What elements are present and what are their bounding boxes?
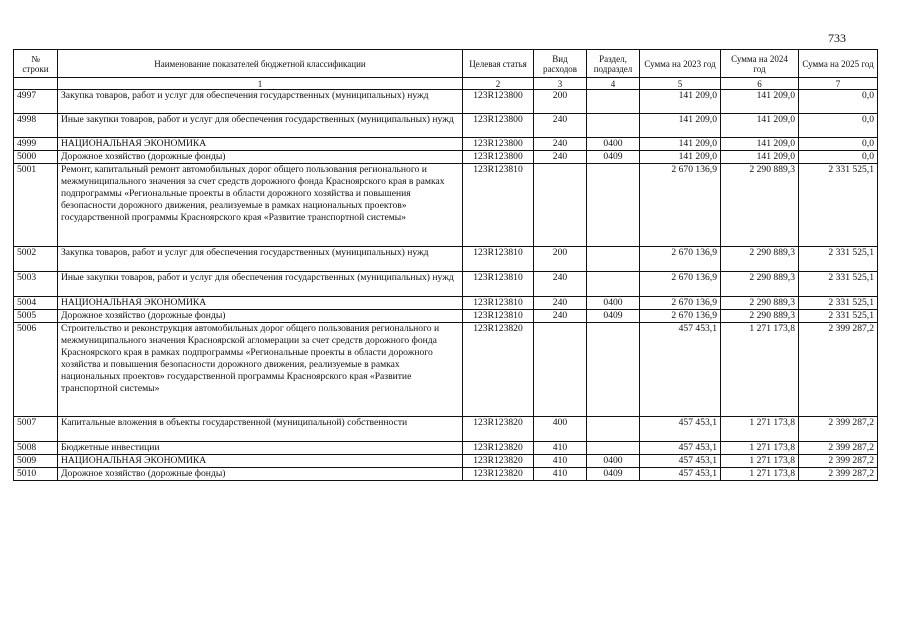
section-code	[587, 114, 640, 138]
sum-2024: 2 290 889,3	[721, 297, 799, 310]
expense-type: 240	[534, 272, 587, 297]
sum-2024: 2 290 889,3	[721, 164, 799, 247]
expense-type: 240	[534, 138, 587, 151]
target-article: 123R123810	[463, 297, 534, 310]
column-number: 3	[534, 78, 587, 90]
budget-table	[13, 49, 878, 481]
target-article: 123R123810	[463, 247, 534, 272]
sum-2025: 2 399 287,2	[799, 442, 878, 455]
table-row	[14, 310, 878, 323]
expense-type	[534, 323, 587, 417]
target-article: 123R123800	[463, 90, 534, 114]
column-number: 2	[463, 78, 534, 90]
target-article: 123R123800	[463, 151, 534, 164]
section-code: 0400	[587, 455, 640, 468]
table-row	[14, 442, 878, 455]
indicator-name: Иные закупки товаров, работ и услуг для обеспечения государственных (муниципальных) нужд	[58, 272, 463, 297]
indicator-name: Ремонт, капитальный ремонт автомобильных дорог общего пользования регионального и межмуниципального значения за счет средств дорожного фонда Красноярского края в рамках подпрограммы «Региональные проекты в области дорожного хозяйства и повышения безопасности дорожного движения, реализуемые в рамках национальных проектов» государственной программы Красноярского края «Развитие транспортной системы»	[58, 164, 463, 247]
indicator-name: Иные закупки товаров, работ и услуг для обеспечения государственных (муниципальных) нужд	[58, 114, 463, 138]
row-number: 5005	[14, 310, 58, 323]
row-number: 4997	[14, 90, 58, 114]
indicator-name: Дорожное хозяйство (дорожные фонды)	[58, 468, 463, 481]
indicator-name: Закупка товаров, работ и услуг для обеспечения государственных (муниципальных) нужд	[58, 247, 463, 272]
row-number: 5000	[14, 151, 58, 164]
sum-2023: 141 209,0	[640, 90, 721, 114]
row-number: 5006	[14, 323, 58, 417]
indicator-name: НАЦИОНАЛЬНАЯ ЭКОНОМИКА	[58, 138, 463, 151]
target-article: 123R123800	[463, 138, 534, 151]
column-number: 7	[799, 78, 878, 90]
column-number	[14, 78, 58, 90]
sum-2025: 2 331 525,1	[799, 272, 878, 297]
sum-2024: 141 209,0	[721, 90, 799, 114]
expense-type: 240	[534, 114, 587, 138]
table-row	[14, 455, 878, 468]
target-article: 123R123810	[463, 310, 534, 323]
section-code	[587, 417, 640, 442]
header-target-article: Целевая статья	[463, 50, 534, 78]
indicator-name: Строительство и реконструкция автомобильных дорог общего пользования регионального и межмуниципального значения Красноярской агломерации за счет средств дорожного фонда Красноярского края в рамках подпрограммы «Региональные проекты в области дорожного хозяйства и повышения безопасности дорожного движения, реализуемые в рамках национальных проектов» государственной программы Красноярского края «Развитие транспортной системы»	[58, 323, 463, 417]
sum-2023: 2 670 136,9	[640, 247, 721, 272]
column-number: 4	[587, 78, 640, 90]
row-number: 5001	[14, 164, 58, 247]
header-indicator-name: Наименование показателей бюджетной классификации	[58, 50, 463, 78]
target-article: 123R123820	[463, 455, 534, 468]
section-code	[587, 247, 640, 272]
sum-2024: 141 209,0	[721, 138, 799, 151]
column-number-row	[14, 78, 878, 90]
sum-2024: 2 290 889,3	[721, 247, 799, 272]
row-number: 5003	[14, 272, 58, 297]
target-article: 123R123820	[463, 417, 534, 442]
expense-type: 240	[534, 151, 587, 164]
column-number: 6	[721, 78, 799, 90]
sum-2025: 2 399 287,2	[799, 455, 878, 468]
table-row	[14, 90, 878, 114]
section-code: 0409	[587, 468, 640, 481]
expense-type: 410	[534, 455, 587, 468]
section-code: 0400	[587, 138, 640, 151]
section-code	[587, 164, 640, 247]
indicator-name: Капитальные вложения в объекты государственной (муниципальной) собственности	[58, 417, 463, 442]
section-code	[587, 323, 640, 417]
sum-2023: 457 453,1	[640, 323, 721, 417]
expense-type: 410	[534, 468, 587, 481]
target-article: 123R123810	[463, 164, 534, 247]
sum-2024: 1 271 173,8	[721, 468, 799, 481]
column-number: 5	[640, 78, 721, 90]
section-code	[587, 442, 640, 455]
target-article: 123R123820	[463, 468, 534, 481]
sum-2025: 0,0	[799, 138, 878, 151]
expense-type: 200	[534, 247, 587, 272]
sum-2023: 457 453,1	[640, 468, 721, 481]
sum-2024: 1 271 173,8	[721, 455, 799, 468]
table-row	[14, 468, 878, 481]
column-number: 1	[58, 78, 463, 90]
expense-type	[534, 164, 587, 247]
sum-2023: 2 670 136,9	[640, 310, 721, 323]
table-row	[14, 151, 878, 164]
sum-2023: 2 670 136,9	[640, 272, 721, 297]
section-code: 0409	[587, 151, 640, 164]
sum-2024: 1 271 173,8	[721, 323, 799, 417]
indicator-name: НАЦИОНАЛЬНАЯ ЭКОНОМИКА	[58, 297, 463, 310]
page-number: 733	[828, 31, 846, 45]
table-row	[14, 297, 878, 310]
table-row	[14, 247, 878, 272]
table-row	[14, 164, 878, 247]
sum-2024: 1 271 173,8	[721, 442, 799, 455]
sum-2023: 141 209,0	[640, 114, 721, 138]
sum-2024: 141 209,0	[721, 114, 799, 138]
table-body	[14, 90, 878, 481]
indicator-name: Дорожное хозяйство (дорожные фонды)	[58, 310, 463, 323]
indicator-name: НАЦИОНАЛЬНАЯ ЭКОНОМИКА	[58, 455, 463, 468]
target-article: 123R123800	[463, 114, 534, 138]
table-row	[14, 323, 878, 417]
header-sum-2025: Сумма на 2025 год	[799, 50, 878, 78]
sum-2025: 2 399 287,2	[799, 417, 878, 442]
indicator-name: Бюджетные инвестиции	[58, 442, 463, 455]
section-code	[587, 272, 640, 297]
sum-2023: 2 670 136,9	[640, 164, 721, 247]
sum-2025: 2 331 525,1	[799, 247, 878, 272]
row-number: 5008	[14, 442, 58, 455]
row-number: 5009	[14, 455, 58, 468]
sum-2023: 141 209,0	[640, 151, 721, 164]
table-row	[14, 272, 878, 297]
sum-2023: 141 209,0	[640, 138, 721, 151]
row-number: 4998	[14, 114, 58, 138]
sum-2023: 457 453,1	[640, 417, 721, 442]
sum-2025: 2 331 525,1	[799, 297, 878, 310]
table-row	[14, 138, 878, 151]
row-number: 4999	[14, 138, 58, 151]
sum-2025: 0,0	[799, 114, 878, 138]
sum-2025: 2 331 525,1	[799, 164, 878, 247]
header-sum-2023: Сумма на 2023 год	[640, 50, 721, 78]
header-sum-2024: Сумма на 2024 год	[721, 50, 799, 78]
sum-2024: 141 209,0	[721, 151, 799, 164]
sum-2023: 457 453,1	[640, 455, 721, 468]
row-number: 5004	[14, 297, 58, 310]
section-code: 0409	[587, 310, 640, 323]
row-number: 5007	[14, 417, 58, 442]
section-code: 0400	[587, 297, 640, 310]
row-number: 5002	[14, 247, 58, 272]
row-number: 5010	[14, 468, 58, 481]
expense-type: 400	[534, 417, 587, 442]
sum-2025: 0,0	[799, 90, 878, 114]
sum-2025: 2 399 287,2	[799, 323, 878, 417]
expense-type: 240	[534, 310, 587, 323]
expense-type: 200	[534, 90, 587, 114]
sum-2023: 457 453,1	[640, 442, 721, 455]
header-section: Раздел, подраздел	[587, 50, 640, 78]
sum-2024: 2 290 889,3	[721, 310, 799, 323]
sum-2024: 2 290 889,3	[721, 272, 799, 297]
sum-2024: 1 271 173,8	[721, 417, 799, 442]
target-article: 123R123820	[463, 323, 534, 417]
indicator-name: Закупка товаров, работ и услуг для обеспечения государственных (муниципальных) нужд	[58, 90, 463, 114]
target-article: 123R123820	[463, 442, 534, 455]
sum-2023: 2 670 136,9	[640, 297, 721, 310]
sum-2025: 2 331 525,1	[799, 310, 878, 323]
expense-type: 410	[534, 442, 587, 455]
table-row	[14, 417, 878, 442]
target-article: 123R123810	[463, 272, 534, 297]
expense-type: 240	[534, 297, 587, 310]
header-row-number: № строки	[14, 50, 58, 78]
header-row	[14, 50, 878, 78]
table-row	[14, 114, 878, 138]
header-expense-type: Вид расходов	[534, 50, 587, 78]
indicator-name: Дорожное хозяйство (дорожные фонды)	[58, 151, 463, 164]
section-code	[587, 90, 640, 114]
sum-2025: 2 399 287,2	[799, 468, 878, 481]
sum-2025: 0,0	[799, 151, 878, 164]
